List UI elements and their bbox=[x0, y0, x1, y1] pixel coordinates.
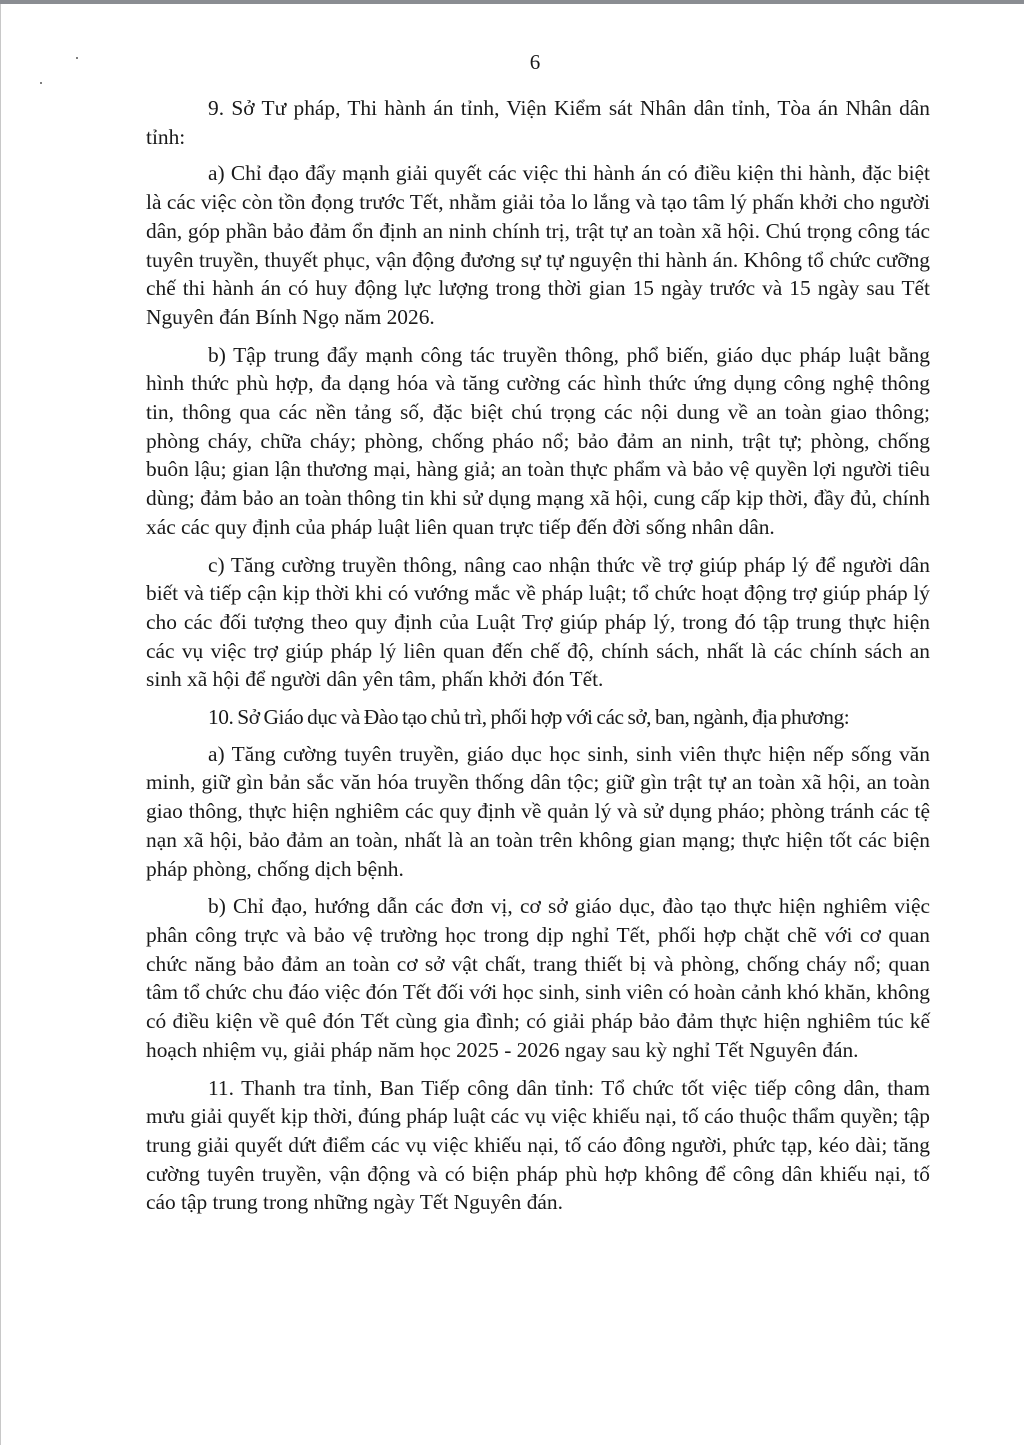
scan-top-edge bbox=[0, 0, 1024, 4]
section-9 bbox=[146, 94, 930, 694]
section-heading: 9. Sở Tư pháp, Thi hành án tỉnh, Viện Kiểm sát Nhân dân tỉnh, Tòa án Nhân dân tỉnh: bbox=[146, 96, 930, 149]
section-11 bbox=[146, 1074, 930, 1218]
list-item: b) Chỉ đạo, hướng dẫn các đơn vị, cơ sở giáo dục, đào tạo thực hiện nghiêm việc phân công trực và bảo vệ trường học trong dịp nghỉ Tết, phối hợp chặt chẽ với cơ quan chức năng bảo đảm an toàn cơ sở vật chất, trang thiết bị và phòng, chống cháy nổ; quan tâm tổ chức chu đáo việc đón Tết đối với học sinh, sinh viên có hoàn cảnh khó khăn, không có điều kiện về quê đón Tết cùng gia đình; có giải pháp bảo đảm thực hiện nghiêm túc kế hoạch nhiệm vụ, giải pháp năm học 2025 - 2026 ngay sau kỳ nghỉ Tết Nguyên đán. bbox=[146, 894, 930, 1062]
list-item: a) Chỉ đạo đẩy mạnh giải quyết các việc thi hành án có điều kiện thi hành, đặc biệt là các việc còn tồn đọng trước Tết, nhằm giải tỏa lo lắng và tạo tâm lý phấn khởi cho người dân, góp phần bảo đảm ổn định an ninh chính trị, trật tự an toàn xã hội. Chú trọng công tác tuyên truyền, thuyết phục, vận động đương sự tự nguyện thi hành án. Không tổ chức cưỡng chế thi hành án có huy động lực lượng trong thời gian 15 ngày trước và 15 ngày sau Tết Nguyên đán Bính Ngọ năm 2026. bbox=[146, 161, 930, 329]
scan-speck bbox=[40, 82, 42, 84]
section-10 bbox=[146, 703, 930, 1064]
section-heading: 10. Sở Giáo dục và Đào tạo chủ trì, phối hợp với các sở, ban, ngành, địa phương: bbox=[208, 705, 850, 730]
list-item: a) Tăng cường tuyên truyền, giáo dục học sinh, sinh viên thực hiện nếp sống văn minh, giữ gìn bản sắc văn hóa truyền thống dân tộc; giữ gìn trật tự an toàn xã hội, an toàn giao thông, thực hiện nghiêm các quy định về quản lý và sử dụng pháo; phòng tránh các tệ nạn xã hội, bảo đảm an toàn, nhất là an toàn trên không gian mạng; thực hiện tốt các biện pháp phòng, chống dịch bệnh. bbox=[146, 741, 930, 881]
page-number: 6 bbox=[529, 50, 541, 74]
document-body bbox=[146, 94, 930, 1226]
list-item: b) Tập trung đẩy mạnh công tác truyền thông, phổ biến, giáo dục pháp luật bằng hình thức phù hợp, đa dạng hóa và tăng cường các hình thức ứng dụng công nghệ thông tin, thông qua các nền tảng số, đặc biệt chú trọng các nội dung về an toàn giao thông; phòng cháy, chữa cháy; phòng, chống pháo nổ; bảo đảm an ninh, trật tự; phòng, chống buôn lậu; gian lận thương mại, hàng giả; an toàn thực phẩm và bảo vệ quyền lợi người tiêu dùng; đảm bảo an toàn thông tin khi sử dụng mạng xã hội, cung cấp kịp thời, đầy đủ, chính xác các quy định của pháp luật liên quan trực tiếp đến đời sống nhân dân. bbox=[146, 342, 930, 539]
list-item: c) Tăng cường truyền thông, nâng cao nhận thức về trợ giúp pháp lý để người dân biết và tiếp cận kịp thời khi có vướng mắc về pháp luật; tổ chức hoạt động trợ giúp pháp lý cho các đối tượng theo quy định của Luật Trợ giúp pháp lý, trong đó tập trung thực hiện các vụ việc trợ giúp pháp lý liên quan đến chế độ, chính sách, nhất là các chính sách an sinh xã hội để người dân yên tâm, phấn khởi đón Tết. bbox=[146, 552, 930, 692]
scan-left-edge bbox=[0, 4, 1, 1445]
section-heading: 11. Thanh tra tỉnh, Ban Tiếp công dân tỉnh: Tổ chức tốt việc tiếp công dân, tham mưu giải quyết kịp thời, đúng pháp luật các vụ việc khiếu nại, tố cáo thuộc thẩm quyền; tập trung giải quyết dứt điểm các vụ việc khiếu nại, tố cáo đông người, phức tạp, kéo dài; tăng cường tuyên truyền, vận động và có biện pháp phù hợp không để công dân khiếu nại, tố cáo tập trung trong những ngày Tết Nguyên đán. bbox=[146, 1075, 930, 1215]
